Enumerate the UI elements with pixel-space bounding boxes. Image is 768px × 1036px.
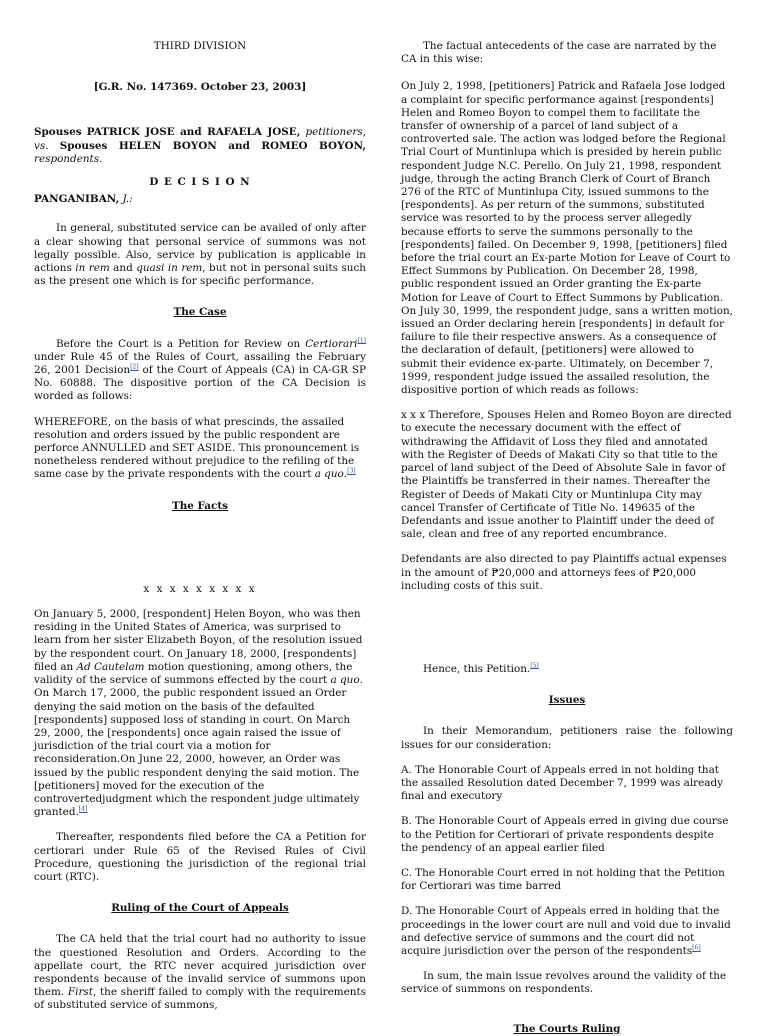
hence-paragraph: Hence, this Petition.[5] — [423, 662, 539, 675]
case-paragraph: Before the Court is a Petition for Review on Certiorari[1] under Rule 45 of the Rules of Court, assailing the February 26, 2001 Decision[2] of the Court of Appeals (CA) in CA-GR SP No. 60888. The dispositive portion of the CA Decision is worded as follows: — [34, 337, 366, 403]
memorandum-paragraph: In their Memorandum, petitioners raise the following issues for our consideration: — [401, 725, 733, 751]
heading-ruling-ca: Ruling of the Court of Appeals — [111, 902, 289, 915]
dispositive-quote: x x x Therefore, Spouses Helen and Romeo Boyon are directed to execute the necessary document with the effect of withdrawing the Affidavit of Loss they filed and annotated with the Register of Deeds of Makati City so that title to the parcel of land subject of the Deed of Absolute Sale in favor of the Plaintiffs be transferred in their names. Thereafter the Register of Deeds of Makati City or Muntinlupa City may cancel Transfer of Certificate of Title No. 149635 of the Defendants and issue another to Plaintiff under the deed of sale, clean and free of any reported encumbrance. — [401, 409, 732, 541]
ca-narration: On July 2, 1998, [petitioners] Patrick and Rafaela Jose lodged a complaint for specific performance against [respondents] Helen and Romeo Boyon to compel them to facilitate the transfer of ownership of a parcel of land subject of a controverted sale. The action was lodged before the Regional Trial Court of Muntinlupa which is presided by herein public respondent Judge N.C. Perello. On July 21, 1998, respondent judge, through the acting Branch Clerk of Court of Branch 276 of the RTC of Muntinlupa City, issued summons to the [respondents]. As per return of the summons, substituted service was resorted to by the process server allegedly because efforts to serve the summons personally to the [respondents] failed. On December 9, 1998, [petitioners] filed before the trial court an Ex-parte Motion for Leave of Court to Effect Summons by Publication. On December 28, 1998, public respondent issued an Order granting the Ex-parte Motion for Leave of Court to Effect Summons by Publication. On July 30, 1999, the respondent judge, sans a written motion, issued an Order declaring herein [respondents] in default for failure to file their respective answers. As a consequence of the declaration of default, [petitioners] were allowed to submit their evidence ex-parte. Ultimately, on December 7, 1999, respondent judge issued the assailed resolution, the dispositive portion of which reads as follows: — [401, 80, 733, 397]
decision-heading: D E C I S I O N — [149, 176, 251, 189]
heading-the-case: The Case — [173, 306, 227, 319]
antecedents-paragraph: The factual antecedents of the case are narrated by the CA in this wise: — [401, 40, 717, 66]
sum-paragraph: In sum, the main issue revolves around the validity of the service of summons on respondents. — [401, 970, 727, 996]
right-column — [401, 0, 733, 1035]
defendants-paragraph: Defendants are also directed to pay Plaintiffs actual expenses in the amount of ₱20,000 and attorneys fees of ₱20,000 including costs of this suit. — [401, 553, 727, 592]
issue-b: B. The Honorable Court of Appeals erred in giving due course to the Petition for Certiorari of private respondents despite the pendency of an appeal earlier filed — [401, 815, 729, 854]
wherefore-quote: WHEREFORE, on the basis of what prescinds, the assailed resolution and orders issued by the public respondent are perforce ANNULLED and SET ASIDE. This pronouncement is nonetheless rendered without prejudice to the refiling of the same case by the private respondents with the court a quo.[3] — [34, 415, 360, 481]
issue-a: A. The Honorable Court of Appeals erred in not holding that the assailed Resolution dated December 7, 1999 was already final and executory — [401, 763, 723, 803]
heading-the-facts: The Facts — [171, 499, 229, 512]
section-separator: x x x x x x x x x — [143, 582, 257, 595]
footnote-4-link[interactable]: [4] — [78, 805, 88, 813]
issue-d: D. The Honorable Court of Appeals erred in holding that the proceedings in the lower court are null and void due to invalid and defective service of summons and the court did not acquire jurisdiction over the person of the respondents[6] — [401, 905, 731, 957]
footnote-6-link[interactable]: [6] — [692, 944, 701, 952]
division-heading: THIRD DIVISION — [153, 40, 247, 52]
issue-c: C. The Honorable Court erred in not holding that the Petition for Certiorari was time barred — [401, 866, 725, 893]
case-number: [G.R. No. 147369. October 23, 2003] — [93, 81, 307, 94]
intro-paragraph: In general, substituted service can be availed of only after a clear showing that personal service of summons was not legally possible. Also, service by publication is applicable in actions in rem and quasi in rem, but not in personal suits such as the present one which is for specific performance. — [34, 222, 366, 288]
ponente: PANGANIBAN, J.: — [34, 193, 133, 206]
thereafter-paragraph: Thereafter, respondents filed before the CA a Petition for certiorari under Rule 65 of the Revised Rules of Civil Procedure, questioning the jurisdiction of the regional trial court (RTC). — [34, 831, 366, 883]
heading-courts-ruling: The Courts Ruling — [513, 1022, 621, 1035]
parties: Spouses PATRICK JOSE and RAFAELA JOSE, petitioners, vs. Spouses HELEN BOYON and ROMEO BOYON, respondents. — [34, 126, 367, 165]
footnote-3-link[interactable]: [3] — [347, 468, 356, 475]
footnote-5-link[interactable]: [5] — [530, 662, 539, 670]
heading-issues: Issues — [548, 694, 586, 707]
left-column — [34, 0, 366, 1024]
facts-paragraph: On January 5, 2000, [respondent] Helen Boyon, who was then residing in the United States of America, was surprised to learn from her sister Elizabeth Boyon, of the resolution issued by the respondent court. On January 18, 2000, [respondents] filed an Ad Cautelam motion questioning, among others, the validity of the service of summons effected by the court a quo. On March 17, 2000, the public respondent issued an Order denying the said motion on the basis of the defaulted [respondents] supposed loss of standing in court. On March 29, 2000, the [respondents] once again raised the issue of jurisdiction of the trial court via a motion for reconsideration.On June 22, 2000, however, an Order was issued by the public respondent denying the said motion. The [petitioners] moved for the execution of the controvertedjudgment which the respondent judge ultimately granted.[4] — [34, 608, 363, 819]
footnote-1-link[interactable]: [1] — [357, 337, 366, 345]
ruling-paragraph: The CA held that the trial court had no authority to issue the questioned Resolution and Orders. According to the appellate court, the RTC never acquired jurisdiction over respondents because of the invalid service of summons upon them. First, the sheriff failed to comply with the requirements of substituted service of summons, — [34, 933, 366, 1012]
footnote-2-link[interactable]: [2] — [130, 363, 139, 371]
